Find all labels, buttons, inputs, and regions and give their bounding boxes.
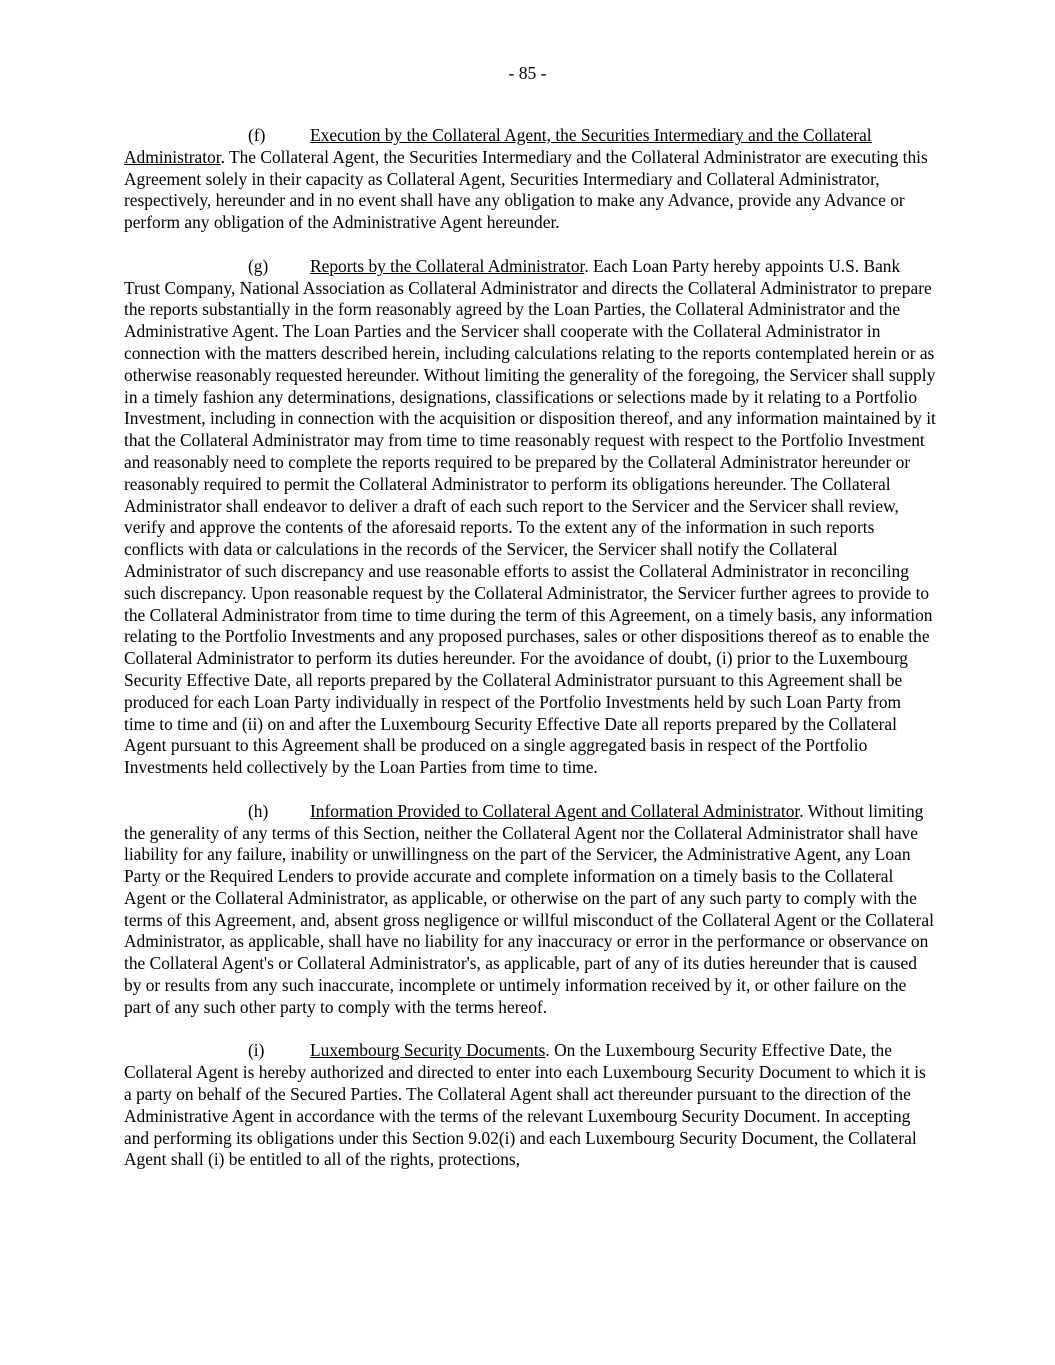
section-marker: (i) [248,1040,265,1061]
section-body: . Without limiting the generality of any terms of this Section, neither the Collateral Agent nor the Collateral Administrator shall have liability for any failure, inability or unwillingness on the part of the Servicer, the Administrative Agent, any Loan Party or the Required Lenders to provide accurate and complete information on a timely basis to the Collateral Agent or the Collateral Administrator, as applicable, or otherwise on the part of any such party to comply with the terms of this Agreement, and, absent gross negligence or willful misconduct of the Collateral Agent or the Collateral Administrator, as applicable, shall have no liability for any inaccuracy or error in the performance or observance on the Collateral Agent's or Collateral Administrator's, as applicable, part of any of its duties hereunder that is caused by or results from any such inaccurate, incomplete or untimely information received by it, or other failure on the part of any such other party to comply with the terms hereof. [124,800,934,1017]
section-marker: (h) [248,800,269,821]
section-heading: Information Provided to Collateral Agent and Collateral Administrator [310,800,800,821]
section-g [124,256,936,779]
page-number: - 85 - [508,63,547,83]
section-body: . Each Loan Party hereby appoints U.S. Bank Trust Company, National Association as Collateral Administrator and directs the Collateral Administrator to prepare the reports substantially in the form reasonably agreed by the Loan Parties, the Collateral Administrator and the Administrative Agent. The Loan Parties and the Servicer shall cooperate with the Collateral Administrator in connection with the matters described herein, including calculations relating to the reports contemplated herein or as otherwise reasonably requested hereunder. Without limiting the generality of the foregoing, the Servicer shall supply in a timely fashion any determinations, designations, classifications or selections made by it relating to a Portfolio Investment, including in connection with the acquisition or disposition thereof, and any information maintained by it that the Collateral Administrator may from time to time reasonably request with respect to the Portfolio Investment and reasonably need to complete the reports required to be prepared by the Collateral Administrator hereunder or reasonably required to permit the Collateral Administrator to perform its obligations hereunder. The Collateral Administrator shall endeavor to deliver a draft of each such report to the Servicer and the Servicer shall review, verify and approve the contents of the aforesaid reports. To the extent any of the information in such reports conflicts with data or calculations in the records of the Servicer, the Servicer shall notify the Collateral Administrator of such discrepancy and use reasonable efforts to assist the Collateral Administrator in reconciling such discrepancy. Upon reasonable request by the Collateral Administrator, the Servicer further agrees to provide to the Collateral Administrator from time to time during the term of this Agreement, on a timely basis, any information relating to the Portfolio Investments and any proposed purchases, sales or other dispositions thereof as to enable the Collateral Administrator to perform its duties hereunder. For the avoidance of doubt, (i) prior to the Luxembourg Security Effective Date, all reports prepared by the Collateral Administrator pursuant to this Agreement shall be produced for each Loan Party individually in respect of the Portfolio Investments held by such Loan Party from time to time and (ii) on and after the Luxembourg Security Effective Date all reports prepared by the Collateral Agent pursuant to this Agreement shall be produced on a single aggregated basis in respect of the Portfolio Investments held collectively by the Loan Parties from time to time. [124,255,936,778]
section-marker: (f) [248,125,266,145]
section-f [124,125,936,234]
document-body [124,125,936,1193]
section-heading: Reports by the Collateral Administrator [310,255,585,276]
section-heading: Luxembourg Security Documents [310,1040,546,1061]
section-marker: (g) [248,255,269,276]
section-body: . The Collateral Agent, the Securities Intermediary and the Collateral Administrator are executing this Agreement solely in their capacity as Collateral Agent, Securities Intermediary and Collateral Administrator, respectively, hereunder and in no event shall have any obligation to make any Advance, provide any Advance or perform any obligation of the Administrative Agent hereunder. [124,146,928,233]
section-heading: Execution by the Collateral Agent, the Securities Intermediary and the Collateral Administrator [124,125,872,167]
section-h [124,801,936,1019]
section-i [124,1040,936,1171]
section-body: . On the Luxembourg Security Effective Date, the Collateral Agent is hereby authorized and directed to enter into each Luxembourg Security Document to which it is a party on behalf of the Secured Parties. The Collateral Agent shall act thereunder pursuant to the direction of the Administrative Agent in accordance with the terms of the relevant Luxembourg Security Document. In accepting and performing its obligations under this Section 9.02(i) and each Luxembourg Security Document, the Collateral Agent shall (i) be entitled to all of the rights, protections, [124,1040,926,1170]
